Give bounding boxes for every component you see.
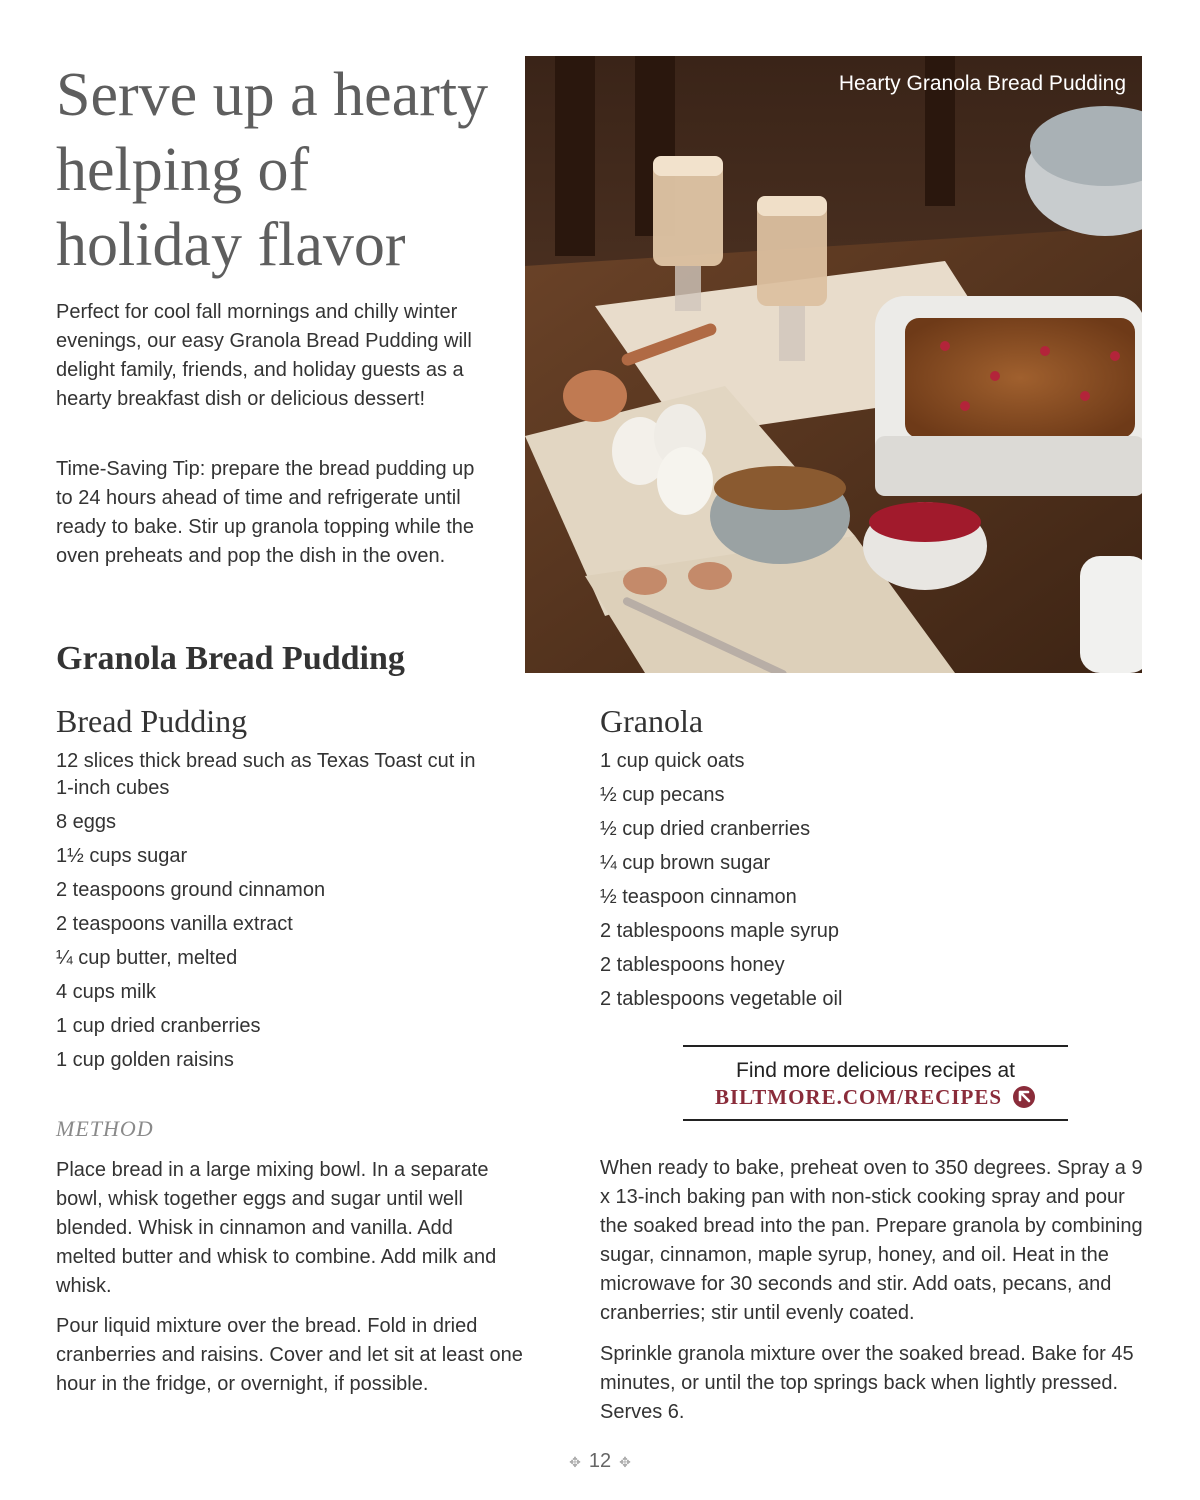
list-item: 2 teaspoons vanilla extract (56, 913, 293, 935)
bread-pudding-heading: Bread Pudding (56, 703, 248, 739)
method-step-2: Pour liquid mixture over the bread. Fold in dried cranberries and raisins. Cover and let sit at least one hour in the fridge, or overnight, if possible. (56, 1315, 523, 1395)
method-step-1: Place bread in a large mixing bowl. In a separate bowl, whisk together eggs and sugar until well blended. Whisk in cinnamon and vanilla. Add melted butter and whisk to combine. Add milk and whisk. (56, 1159, 497, 1297)
page-footer (0, 1450, 1200, 1473)
recipes-promo (683, 1045, 1068, 1121)
method-label: METHOD (56, 1116, 154, 1141)
list-item: 1 cup dried cranberries (56, 1015, 261, 1037)
list-item: 1½ cups sugar (56, 845, 188, 867)
list-item: ¼ cup brown sugar (600, 852, 771, 874)
list-item: 1 cup golden raisins (56, 1049, 234, 1071)
list-item: ½ teaspoon cinnamon (600, 886, 797, 908)
headline: Serve up a hearty helping of holiday flavor (56, 61, 489, 279)
granola-heading: Granola (600, 703, 704, 739)
recipe-photo (525, 56, 1142, 673)
intro-paragraph: Perfect for cool fall mornings and chilly winter evenings, our easy Granola Bread Pudding will delight family, friends, and holiday guests as a hearty breakfast dish or delicious dessert! (56, 301, 472, 410)
list-item: 1 cup quick oats (600, 750, 745, 772)
method-step-3: When ready to bake, preheat oven to 350 degrees. Spray a 9 x 13-inch baking pan with non-stick cooking spray and pour the soaked bread into the pan. Prepare granola by combining sugar, cinnamon, maple syrup, honey, and oil. Heat in the microwave for 30 seconds and stir. Add oats, pecans, and cranberries; stir until evenly coated. (600, 1157, 1143, 1324)
bread-pudding-section (56, 703, 486, 1081)
bread-pudding-ingredients (56, 748, 486, 1074)
promo-text: Find more delicious recipes at (736, 1059, 1015, 1082)
granola-ingredients (600, 748, 1100, 1013)
time-saving-tip: Time-Saving Tip: prepare the bread pudding up to 24 hours ahead of time and refrigerate until ready to bake. Stir up granola topping while the oven preheats and pop the dish in the oven. (56, 458, 475, 567)
list-item: 2 tablespoons honey (600, 954, 785, 976)
list-item: ¼ cup butter, melted (56, 947, 238, 969)
list-item: 8 eggs (56, 811, 117, 833)
list-item: 12 slices thick bread such as Texas Toast cut in 1-inch cubes (56, 750, 476, 799)
ornament-icon: ✥ (619, 1454, 631, 1470)
arrow-link-icon[interactable] (1012, 1085, 1036, 1115)
list-item: 2 teaspoons ground cinnamon (56, 879, 326, 901)
method-step-4: Sprinkle granola mixture over the soaked bread. Bake for 45 minutes, or until the top springs back when lightly pressed. Serves 6. (600, 1343, 1134, 1423)
recipes-link-label: BILTMORE.COM/RECIPES (714, 1085, 1003, 1109)
recipes-link[interactable] (715, 1085, 1036, 1109)
list-item: ½ cup dried cranberries (600, 818, 811, 840)
page-number: 12 (588, 1450, 612, 1472)
ornament-icon: ✥ (569, 1454, 581, 1470)
recipe-title: Granola Bread Pudding (56, 640, 405, 677)
list-item: 4 cups milk (56, 981, 157, 1003)
photo-caption: Hearty Granola Bread Pudding (838, 72, 1126, 95)
granola-section (600, 703, 1100, 1020)
list-item: 2 tablespoons maple syrup (600, 920, 840, 942)
list-item: ½ cup pecans (600, 784, 725, 806)
list-item: 2 tablespoons vegetable oil (600, 988, 843, 1010)
